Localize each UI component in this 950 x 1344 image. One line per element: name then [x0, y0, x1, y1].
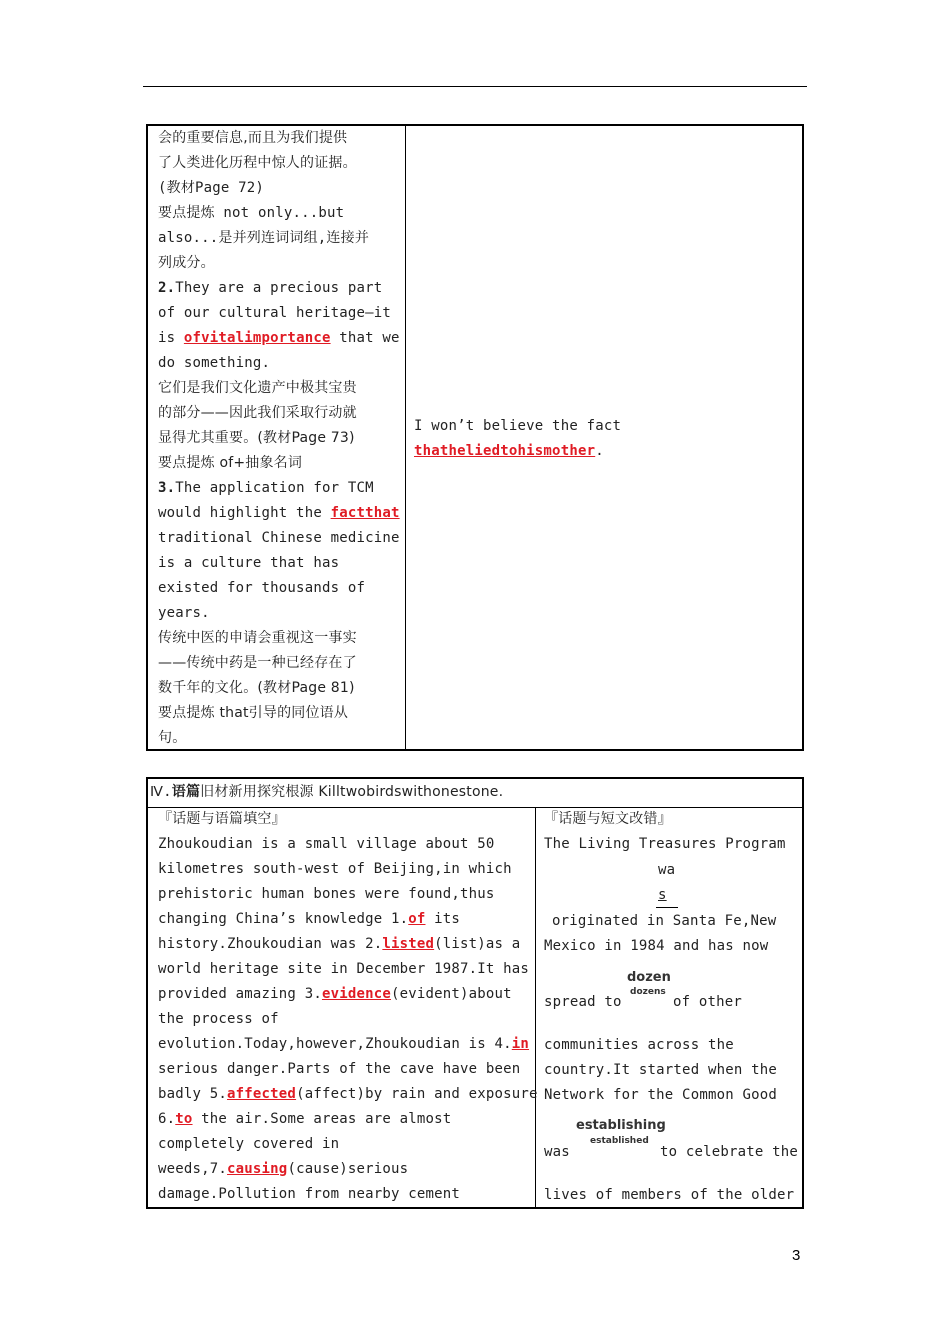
- text-line: do something.: [158, 355, 271, 371]
- page-number: 3: [792, 1247, 801, 1264]
- text-span: (evident)about: [390, 986, 512, 1002]
- text-line: [158, 326, 400, 351]
- answer-4: in: [511, 1036, 530, 1052]
- text-line: lives of members of the older: [544, 1187, 795, 1203]
- sentence-table-left-cell: [148, 126, 406, 749]
- text-span: (affect)by rain and exposure: [296, 1086, 538, 1102]
- answer-fact-that: factthat: [330, 505, 400, 521]
- text-line: spread to: [544, 994, 622, 1010]
- error-correction-cell: [536, 807, 802, 1207]
- sentence-table: [146, 124, 804, 751]
- text-span: They are a precious part: [175, 280, 383, 296]
- text-line: (教材Page 72): [158, 180, 265, 196]
- passage-table-header: [148, 779, 802, 808]
- answer-6: to: [175, 1111, 193, 1127]
- correction-establishing: establishing: [576, 1118, 666, 1133]
- text-span: 旧材新用探究根源 Killtwobirdswithonestone.: [200, 784, 504, 800]
- text-line: [158, 276, 382, 301]
- answer-3: evidence: [321, 986, 391, 1002]
- answer-that-clause: thatheliedtohismother: [414, 443, 596, 459]
- fill-blank-title: 『话题与语篇填空』: [158, 811, 286, 827]
- text-span: 6.: [158, 1111, 176, 1127]
- text-line: damage.Pollution from nearby cement: [158, 1186, 461, 1202]
- answer-7: causing: [227, 1161, 288, 1177]
- answer-vital-importance: ofvitalimportance: [183, 330, 331, 346]
- text-span: its: [425, 911, 461, 927]
- text-line: 传统中医的申请会重视这一事实: [158, 630, 357, 646]
- text-line: of other: [673, 994, 743, 1010]
- text-span: is: [158, 330, 184, 346]
- text-line: 要点提炼 not only...but: [158, 205, 345, 221]
- text-span: badly 5.: [158, 1086, 228, 1102]
- text-line: 的部分——因此我们采取行动就: [158, 405, 357, 421]
- text-line: Mexico in 1984 and has now: [544, 938, 769, 954]
- text-span: changing China’s knowledge 1.: [158, 911, 409, 927]
- text-line: world heritage site in December 1987.It has: [158, 961, 530, 977]
- text-span: The application for TCM: [175, 480, 374, 496]
- answer-2: listed: [382, 936, 435, 952]
- sentence-table-right-cell: [406, 126, 802, 749]
- text-line: [158, 1032, 529, 1057]
- fill-blank-cell: [148, 807, 536, 1207]
- text-line: [158, 1082, 538, 1107]
- original-established: established: [590, 1136, 649, 1146]
- text-line: 句。: [158, 730, 187, 746]
- text-span: 语篇: [171, 784, 201, 800]
- text-span: (cause)serious: [287, 1161, 409, 1177]
- text-line: 了人类进化历程中惊人的证据。: [158, 155, 357, 171]
- text-line: I won’t believe the fact: [414, 418, 622, 434]
- deletion-mark-was: wa: [658, 862, 676, 878]
- text-line: [158, 932, 520, 957]
- text-span: that we: [339, 330, 400, 346]
- text-line: to celebrate the: [660, 1144, 799, 1160]
- deletion-mark-s: s: [658, 887, 667, 903]
- text-span: would highlight the: [158, 505, 322, 521]
- text-line: 数千年的文化。(教材Page 81): [158, 680, 355, 696]
- text-span: .: [595, 443, 604, 459]
- text-line: 会的重要信息,而且为我们提供: [158, 130, 348, 146]
- text-line: serious danger.Parts of the cave have been: [158, 1061, 521, 1077]
- item-number: 3.: [158, 480, 176, 496]
- text-line: Network for the Common Good: [544, 1087, 777, 1103]
- text-span: provided amazing 3.: [158, 986, 322, 1002]
- text-line: country.It started when the: [544, 1062, 777, 1078]
- text-line: was: [544, 1144, 570, 1160]
- text-line: The Living Treasures Program: [544, 836, 786, 852]
- text-line: of our cultural heritage—it: [158, 305, 391, 321]
- item-number: 2.: [158, 280, 176, 296]
- text-line: Zhoukoudian is a small village about 50: [158, 836, 495, 852]
- deletion-underline: [656, 907, 678, 908]
- text-line: traditional Chinese medicine: [158, 530, 400, 546]
- text-line: prehistoric human bones were found,thus: [158, 886, 495, 902]
- error-correction-title: 『话题与短文改错』: [544, 811, 672, 827]
- answer-1: of: [408, 911, 426, 927]
- text-span: evolution.Today,however,Zhoukoudian is 4.: [158, 1036, 512, 1052]
- text-line: 它们是我们文化遗产中极其宝贵: [158, 380, 357, 396]
- correction-dozen: dozen: [627, 970, 671, 985]
- text-line: communities across the: [544, 1037, 734, 1053]
- text-line: also...是并列连词词组,连接并: [158, 230, 370, 246]
- text-line: [158, 1157, 408, 1182]
- text-line: 要点提炼 that引导的同位语从: [158, 705, 349, 721]
- text-line: ——传统中药是一种已经存在了: [158, 655, 357, 671]
- text-line: the process of: [158, 1011, 279, 1027]
- header-rule: [143, 86, 807, 87]
- original-dozens: dozens: [630, 987, 666, 997]
- text-span: Ⅳ.: [150, 784, 172, 800]
- section-title: [150, 780, 503, 805]
- text-line: [158, 982, 512, 1007]
- text-line: completely covered in: [158, 1136, 340, 1152]
- passage-table: [146, 777, 804, 1209]
- text-span: history.Zhoukoudian was 2.: [158, 936, 383, 952]
- text-span: weeds,7.: [158, 1161, 228, 1177]
- text-line: years.: [158, 605, 210, 621]
- text-span: the air.Some areas are almost: [192, 1111, 452, 1127]
- text-line: [158, 1107, 451, 1132]
- text-line: 列成分。: [158, 255, 215, 271]
- text-line: 要点提炼 of+抽象名词: [158, 455, 303, 471]
- text-line: [414, 439, 604, 464]
- text-span: (list)as a: [434, 936, 521, 952]
- answer-5: affected: [227, 1086, 297, 1102]
- text-line: [158, 476, 374, 501]
- text-line: existed for thousands of: [158, 580, 366, 596]
- text-line: 显得尤其重要。(教材Page 73): [158, 430, 355, 446]
- text-line: is a culture that has: [158, 555, 340, 571]
- text-line: [158, 907, 460, 932]
- text-line: [158, 501, 400, 526]
- text-line: kilometres south-west of Beijing,in which: [158, 861, 512, 877]
- text-line: originated in Santa Fe,New: [552, 913, 777, 929]
